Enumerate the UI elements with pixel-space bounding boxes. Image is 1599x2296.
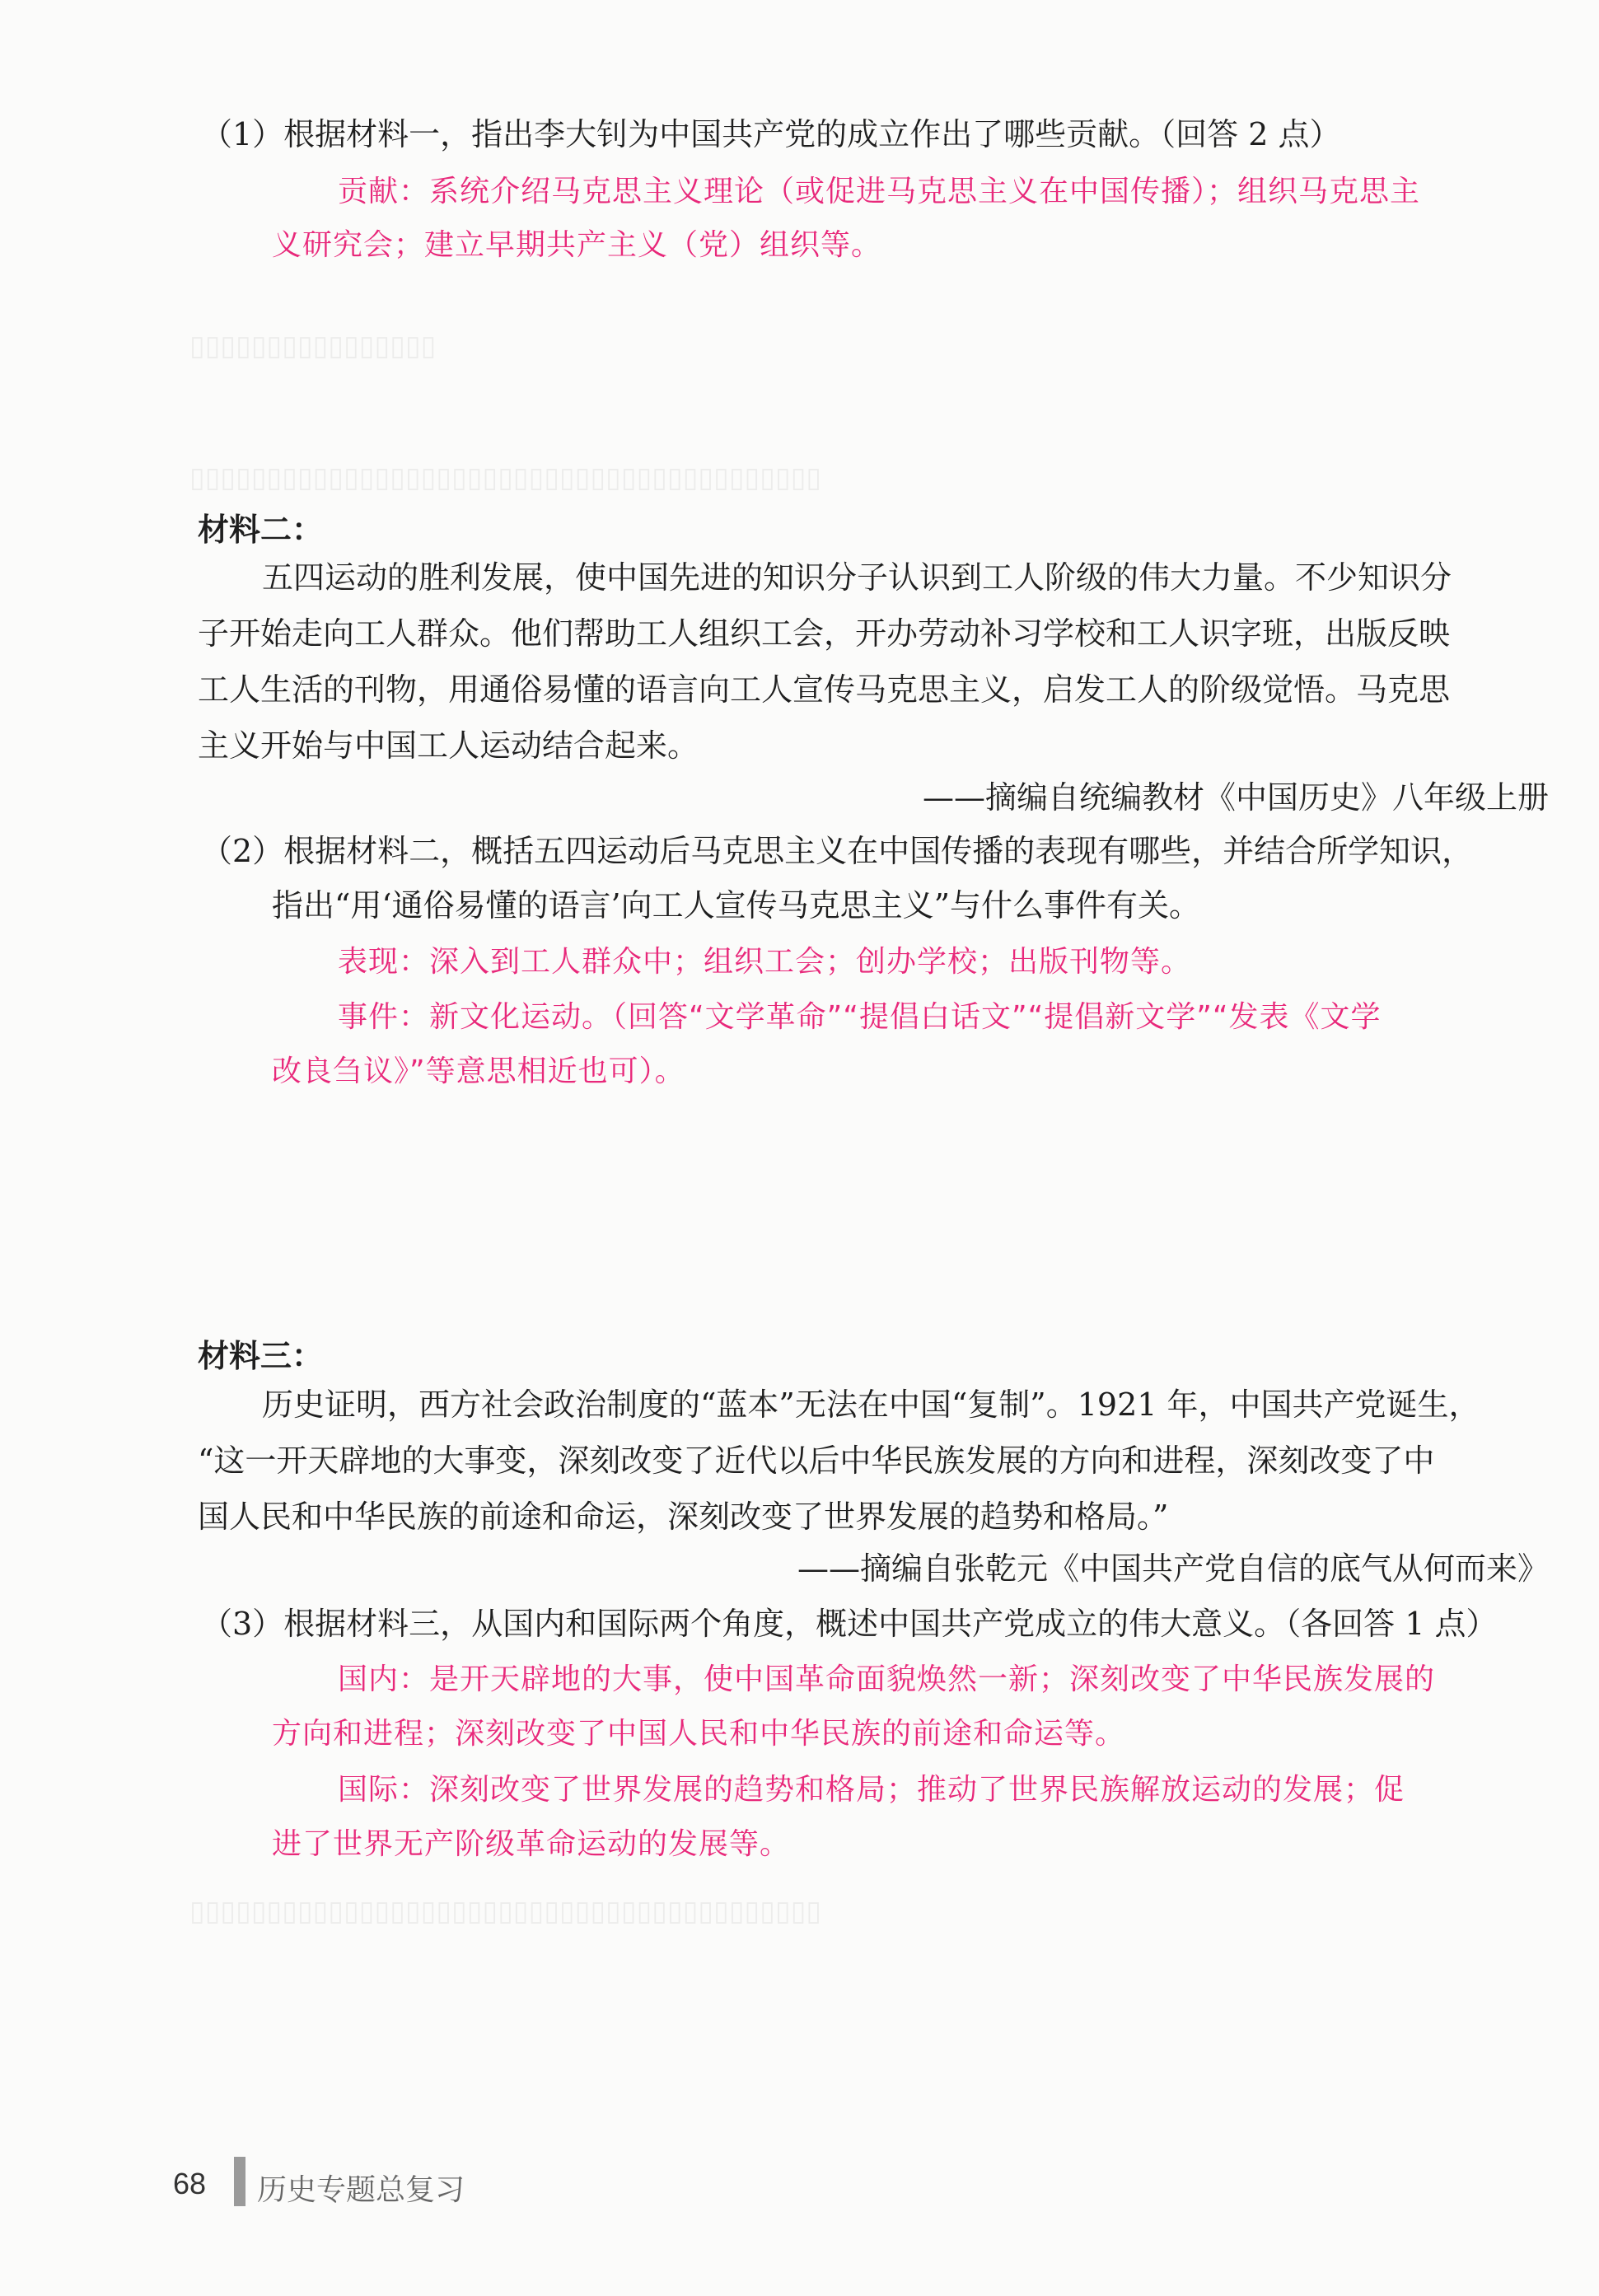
material-2-line-1: 五四运动的胜利发展，使中国先进的知识分子认识到工人阶级的伟大力量。不少知识分 — [262, 559, 1452, 596]
answer-2-expression: 表现：深入到工人群众中；组织工会；创办学校；出版刊物等。 — [338, 945, 1192, 979]
footer-divider — [234, 2157, 245, 2206]
book-title: 历史专题总复习 — [257, 2172, 465, 2206]
material-3-source: ——摘编自张乾元《中国共产党自信的底气从何而来》 — [797, 1550, 1549, 1587]
material-3-line-2: “这一开天辟地的大事变，深刻改变了近代以后中华民族发展的方向和进程，深刻改变了中 — [198, 1443, 1435, 1479]
material-3-line-3: 国人民和中华民族的前途和命运，深刻改变了世界发展的趋势和格局。” — [198, 1499, 1169, 1535]
material-2-line-2: 子开始走向工人群众。他们帮助工人组织工会，开办劳动补习学校和工人识字班，出版反映 — [198, 615, 1451, 652]
bleed-through-text: ▯▯▯▯▯▯▯▯▯▯▯▯▯▯▯▯▯▯▯▯▯▯▯▯▯▯▯▯▯▯▯▯▯▯▯▯▯▯▯▯▯ — [189, 461, 822, 494]
answer-3-international-line-2: 进了世界无产阶级革命运动的发展等。 — [272, 1827, 791, 1861]
material-2-line-4: 主义开始与中国工人运动结合起来。 — [198, 727, 699, 764]
material-2-heading: 材料二： — [198, 511, 324, 548]
question-1: （1）根据材料一，指出李大钊为中国共产党的成立作出了哪些贡献。（回答 2 点） — [201, 116, 1341, 152]
material-3-heading: 材料三： — [198, 1337, 324, 1374]
page-number: 68 — [173, 2167, 207, 2200]
material-3-line-1: 历史证明，西方社会政治制度的“蓝本”无法在中国“复制”。1921 年，中国共产党诞生， — [262, 1386, 1480, 1423]
question-2-line-1: （2）根据材料二，概括五四运动后马克思主义在中国传播的表现有哪些，并结合所学知识， — [201, 833, 1474, 869]
question-2-line-2: 指出“用‘通俗易懂的语言’向工人宣传马克思主义”与什么事件有关。 — [272, 887, 1201, 924]
bleed-through-text: ▯▯▯▯▯▯▯▯▯▯▯▯▯▯▯▯ — [189, 330, 437, 362]
answer-1-line-1: 贡献：系统介绍马克思主义理论（或促进马克思主义在中国传播）；组织马克思主 — [338, 175, 1421, 208]
answer-3-domestic-line-1: 国内：是开天辟地的大事，使中国革命面貌焕然一新；深刻改变了中华民族发展的 — [338, 1662, 1436, 1696]
answer-3-international-line-1: 国际：深刻改变了世界发展的趋势和格局；推动了世界民族解放运动的发展；促 — [338, 1773, 1405, 1807]
answer-1-line-2: 义研究会；建立早期共产主义（党）组织等。 — [272, 228, 882, 262]
bleed-through-text: ▯▯▯▯▯▯▯▯▯▯▯▯▯▯▯▯▯▯▯▯▯▯▯▯▯▯▯▯▯▯▯▯▯▯▯▯▯▯▯▯▯ — [189, 1895, 822, 1928]
answer-2-event-line-2: 改良刍议》”等意思相近也可）。 — [272, 1054, 685, 1088]
question-3: （3）根据材料三，从国内和国际两个角度，概述中国共产党成立的伟大意义。（各回答 1 点） — [201, 1606, 1498, 1642]
answer-2-event-line-1: 事件：新文化运动。（回答“文学革命”“提倡白话文”“提倡新文学”“发表《文学 — [338, 1000, 1382, 1034]
material-2-source: ——摘编自统编教材《中国历史》八年级上册 — [922, 779, 1549, 816]
answer-3-domestic-line-2: 方向和进程；深刻改变了中国人民和中华民族的前途和命运等。 — [272, 1717, 1126, 1751]
material-2-line-3: 工人生活的刊物，用通俗易懂的语言向工人宣传马克思主义，启发工人的阶级觉悟。马克思 — [198, 671, 1451, 708]
